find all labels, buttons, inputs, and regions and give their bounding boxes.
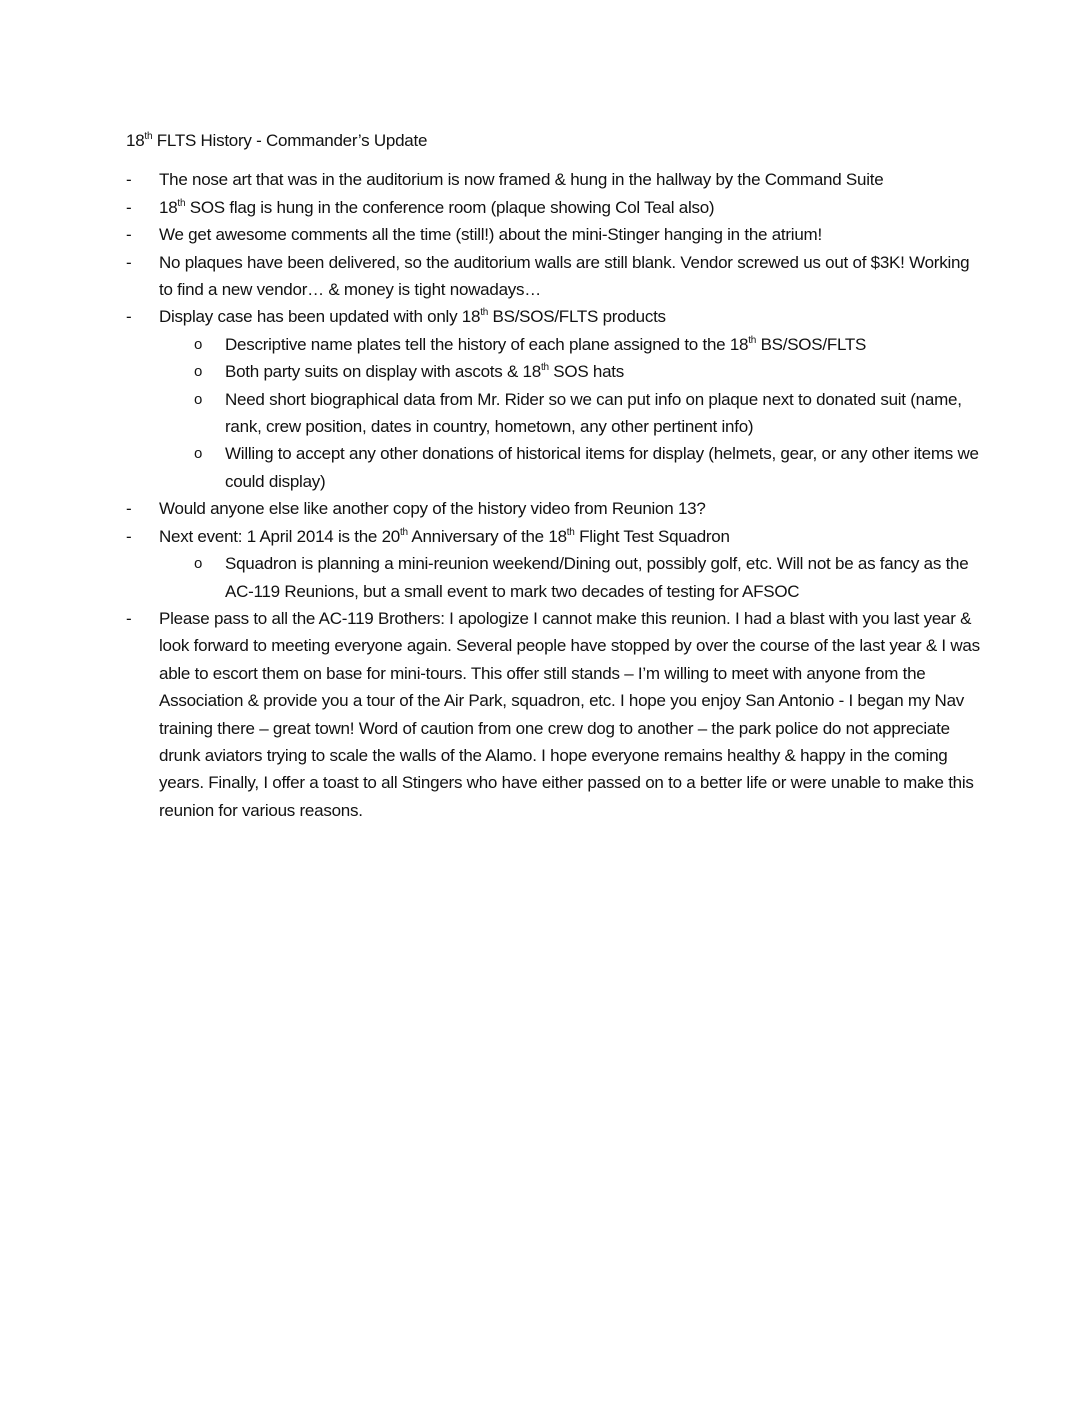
circle-bullet: o [194,363,203,381]
circle-bullet: o [194,335,203,353]
dash-bullet: - [126,170,132,190]
document-title: 18th FLTS History - Commander’s Update [126,131,428,150]
dash-bullet: - [126,499,132,519]
sub-list-item: o Descriptive name plates tell the history of each plane assigned to the 18th BS/SOS/FLTS [159,331,986,358]
circle-bullet: o [194,390,203,408]
dash-bullet: - [126,307,132,327]
display-case-sublist [159,331,986,495]
list-item: - Would anyone else like another copy of the history video from Reunion 13? [126,495,986,522]
dash-bullet: - [126,225,132,245]
sub-list-item: o Squadron is planning a mini-reunion weekend/Dining out, possibly golf, etc. Will not be as fancy as the AC-119 Reunions, but a small event to mark two decades of testing for AFSOC [159,550,986,605]
circle-bullet: o [194,555,203,573]
circle-bullet: o [194,445,203,463]
next-event-sublist [159,550,986,605]
list-item: - Please pass to all the AC-119 Brothers: I apologize I cannot make this reunion. I had a blast with you last year & look forward to meeting everyone again. Several people have stopped by over the course of the last year & I was able to escort them on base for mini-tours. This offer still stands – I’m willing to meet with anyone from the Association & provide you a tour of the Air Park, squadron, etc. I hope you enjoy San Antonio - I began my Nav training there – great town! Word of caution from one crew dog to another – the park police do not appreciate drunk aviators trying to scale the walls of the Alamo. I hope everyone remains healthy & happy in the coming years. Finally, I offer a toast to all Stingers who have either passed on to a better life or were unable to make this reunion for various reasons. [126,605,986,824]
dash-bullet: - [126,608,132,628]
list-item: - 18th SOS flag is hung in the conference room (plaque showing Col Teal also) [126,194,986,221]
sub-list-item: o Need short biographical data from Mr. Rider so we can put info on plaque next to donated suit (name, rank, crew position, dates in country, hometown, any other pertinent info) [159,386,986,441]
document-body [126,127,986,824]
sub-list-item: o Willing to accept any other donations of historical items for display (helmets, gear, or any other items we could display) [159,440,986,495]
dash-bullet: - [126,197,132,217]
list-item: - The nose art that was in the auditorium is now framed & hung in the hallway by the Command Suite [126,166,986,193]
list-item: - Display case has been updated with only 18th BS/SOS/FLTS products o Descriptive name plates tell the history of each plane assigned to the 18th BS/SOS/FLTS o Both party suits on display with ascots & 18th SOS hats o Need short biographical data from Mr. Rider so we can put info on plaque next to donated suit (name, rank, crew position, dates in country, hometown, any other pertinent info) o Willing to accept any other donations of historical items for display (helmets, gear, or any other items we could display) [126,303,986,495]
list-item: - No plaques have been delivered, so the auditorium walls are still blank. Vendor screwed us out of $3K! Working to find a new vendor… & money is tight nowadays… [126,249,986,304]
dash-bullet: - [126,252,132,272]
list-item: - We get awesome comments all the time (still!) about the mini-Stinger hanging in the atrium! [126,221,986,248]
dash-bullet: - [126,526,132,546]
list-item: - Next event: 1 April 2014 is the 20th Anniversary of the 18th Flight Test Squadron o Squadron is planning a mini-reunion weekend/Dining out, possibly golf, etc. Will not be as fancy as the AC-119 Reunions, but a small event to mark two decades of testing for AFSOC [126,523,986,605]
update-list [126,166,986,824]
sub-list-item: o Both party suits on display with ascots & 18th SOS hats [159,358,986,385]
